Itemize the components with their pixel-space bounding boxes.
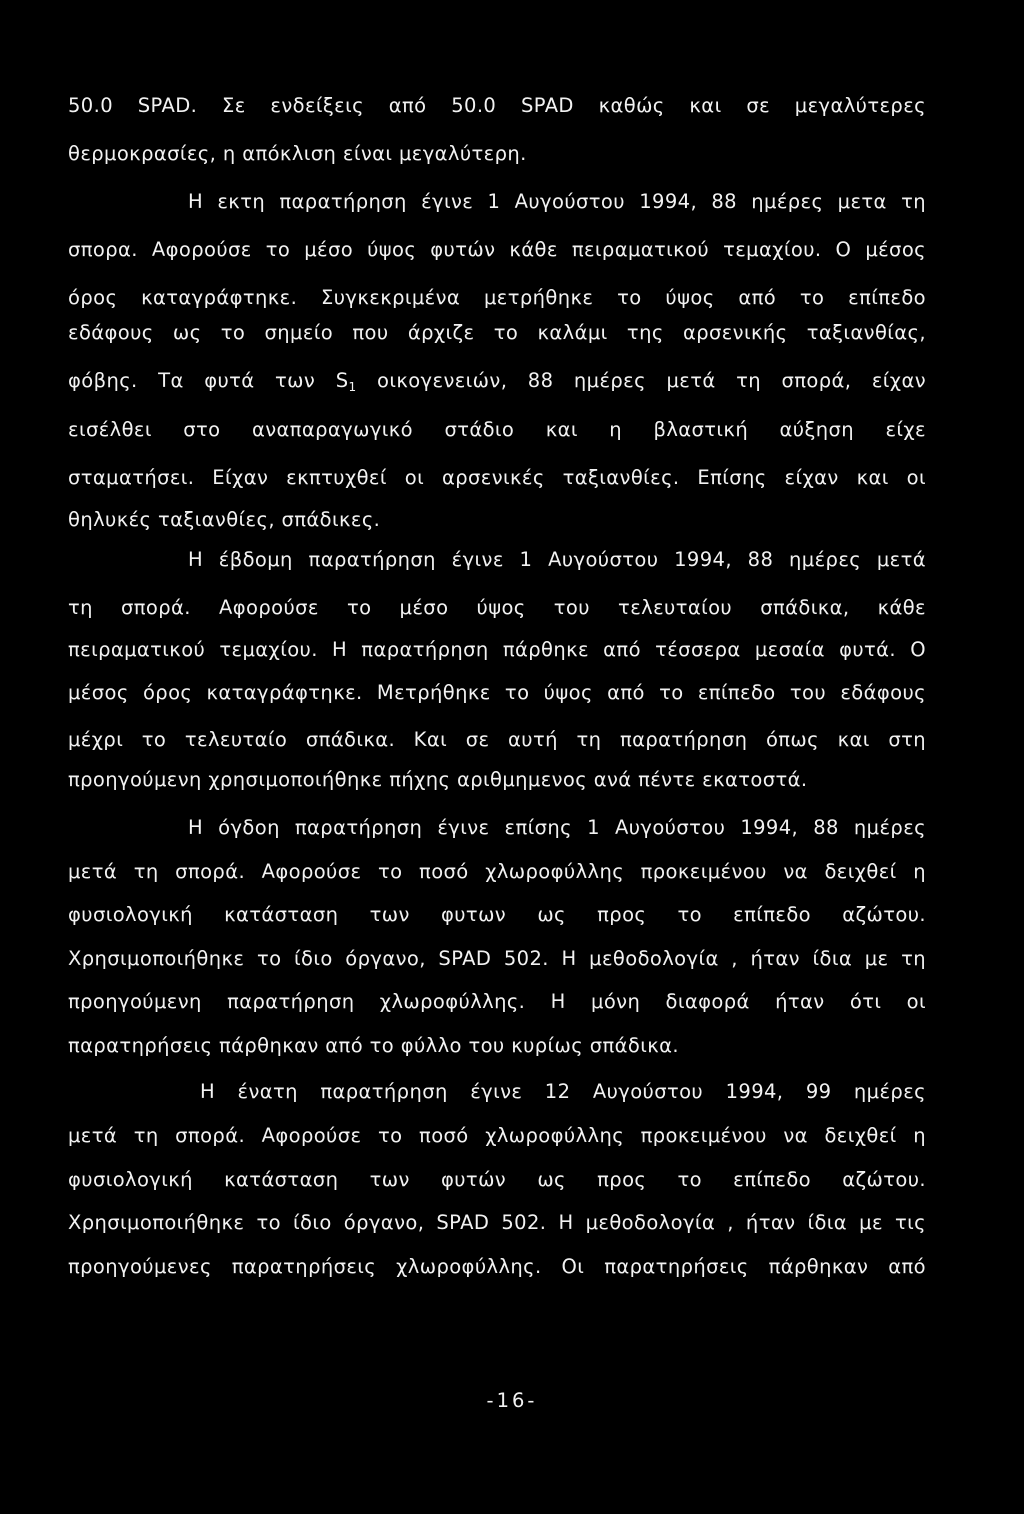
text-line: τη σπορά. Αφορούσε το μέσο ύψος του τελευταίου σπάδικα, κάθε bbox=[68, 596, 926, 619]
text-line: φυσιολογική κατάσταση των φυτών ως προς το επίπεδο αζώτου. bbox=[68, 1168, 926, 1191]
text-line: σταματήσει. Είχαν εκπτυχθεί οι αρσενικές ταξιανθίες. Επίσης είχαν και οι bbox=[68, 466, 926, 489]
text-segment: οικογενειών, 88 ημέρες μετά τη σπορά, είχαν bbox=[356, 369, 926, 392]
text-line: μέχρι το τελευταίο σπάδικα. Και σε αυτή τη παρατήρηση όπως και στη bbox=[68, 728, 926, 751]
text-line: μετά τη σπορά. Αφορούσε το ποσό χλωροφύλλης προκειμένου να δειχθεί η bbox=[68, 1124, 926, 1147]
text-line: προηγούμενη χρησιμοποιήθηκε πήχης αριθμημενος ανά πέντε εκατοστά. bbox=[68, 768, 808, 791]
text-line: προηγούμενη παρατήρηση χλωροφύλλης. Η μόνη διαφορά ήταν ότι οι bbox=[68, 990, 926, 1013]
text-line: μέσος όρος καταγράφτηκε. Μετρήθηκε το ύψος από το επίπεδο του εδάφους bbox=[68, 681, 926, 704]
subscript: 1 bbox=[348, 380, 357, 394]
text-line: πειραματικού τεμαχίου. Η παρατήρηση πάρθηκε από τέσσερα μεσαία φυτά. Ο bbox=[68, 638, 926, 661]
text-line: Η εκτη παρατήρηση έγινε 1 Αυγούστου 1994, 88 ημέρες μετα τη bbox=[188, 190, 926, 213]
text-line: 50.0 SPAD. Σε ενδείξεις από 50.0 SPAD καθώς και σε μεγαλύτερες bbox=[68, 94, 926, 117]
text-line: εδάφους ως το σημείο που άρχιζε το καλάμι της αρσενικής ταξιανθίας, bbox=[68, 321, 926, 344]
text-line: όρος καταγράφτηκε. Συγκεκριμένα μετρήθηκε το ύψος από το επίπεδο bbox=[68, 286, 926, 309]
text-line: φυσιολογική κατάσταση των φυτων ως προς το επίπεδο αζώτου. bbox=[68, 903, 926, 926]
text-line: θερμοκρασίες, η απόκλιση είναι μεγαλύτερη. bbox=[68, 142, 527, 165]
text-line: εισέλθει στο αναπαραγωγικό στάδιο και η βλαστική αύξηση είχε bbox=[68, 418, 926, 441]
text-line: θηλυκές ταξιανθίες, σπάδικες. bbox=[68, 508, 381, 531]
text-line: Χρησιμοποιήθηκε το ίδιο όργανο, SPAD 502. Η μεθοδολογία , ήταν ίδια με τη bbox=[68, 947, 926, 970]
text-line: μετά τη σπορά. Αφορούσε το ποσό χλωροφύλλης προκειμένου να δειχθεί η bbox=[68, 860, 926, 883]
text-line-with-subscript bbox=[68, 368, 926, 400]
text-line: Η όγδοη παρατήρηση έγινε επίσης 1 Αυγούστου 1994, 88 ημέρες bbox=[188, 816, 926, 839]
text-line: προηγούμενες παρατηρήσεις χλωροφύλλης. Οι παρατηρήσεις πάρθηκαν από bbox=[68, 1255, 926, 1278]
text-line: Η έβδομη παρατήρηση έγινε 1 Αυγούστου 1994, 88 ημέρες μετά bbox=[188, 548, 926, 571]
text-line: Χρησιμοποιήθηκε το ίδιο όργανο, SPAD 502. Η μεθοδολογία , ήταν ίδια με τις bbox=[68, 1211, 926, 1234]
page-number: -16- bbox=[486, 1389, 538, 1412]
text-line: σπορα. Αφορούσε το μέσο ύψος φυτών κάθε πειραματικού τεμαχίου. Ο μέσος bbox=[68, 238, 926, 261]
text-segment: φόβης. Τα φυτά των S bbox=[68, 369, 349, 392]
text-line: Η ένατη παρατήρηση έγινε 12 Αυγούστου 1994, 99 ημέρες bbox=[200, 1080, 926, 1103]
text-line: παρατηρήσεις πάρθηκαν από το φύλλο του κυρίως σπάδικα. bbox=[68, 1034, 679, 1057]
